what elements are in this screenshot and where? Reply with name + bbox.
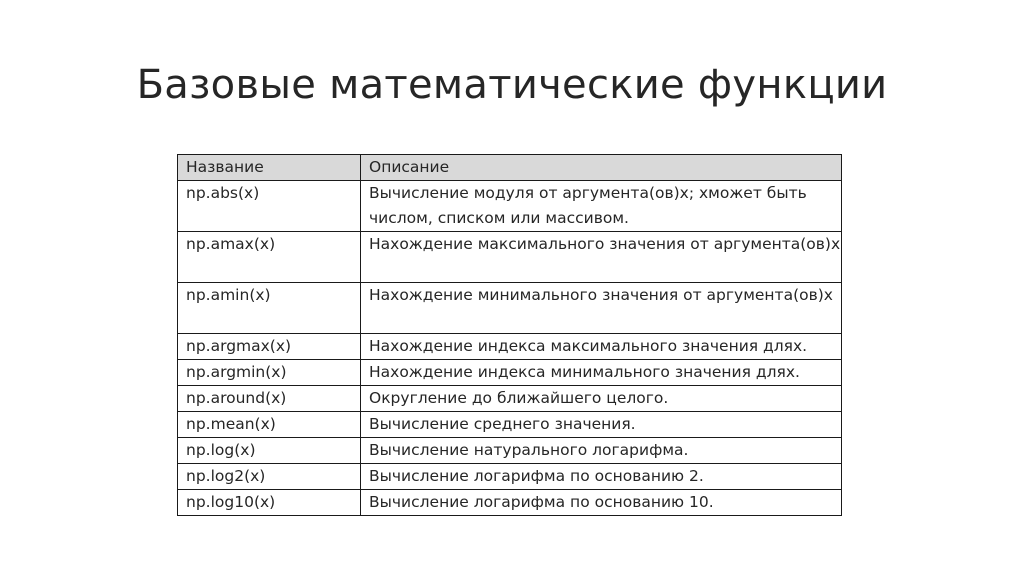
table-row	[178, 438, 842, 464]
table-body	[178, 181, 842, 516]
function-description-cell: Вычисление среднего значения.	[361, 412, 842, 438]
function-name-cell: np.mean(x)	[178, 412, 361, 438]
function-description-cell: Нахождение индекса максимального значения длях.	[361, 334, 842, 360]
table-row	[178, 232, 842, 283]
function-name-cell: np.argmax(x)	[178, 334, 361, 360]
function-name-cell: np.log(x)	[178, 438, 361, 464]
function-description-cell: Вычисление натурального логарифма.	[361, 438, 842, 464]
function-name-cell: np.amax(x)	[178, 232, 361, 283]
column-header-description: Описание	[361, 155, 842, 181]
functions-table	[177, 154, 842, 516]
slide-title: Базовые математические функции	[136, 62, 888, 108]
table-row	[178, 490, 842, 516]
function-description-cell: Нахождение максимального значения от аргумента(ов)x	[361, 232, 842, 283]
functions-table-container	[177, 154, 841, 516]
table-row	[178, 334, 842, 360]
table-row	[178, 181, 842, 232]
function-description-cell: Вычисление логарифма по основанию 10.	[361, 490, 842, 516]
table-row	[178, 464, 842, 490]
function-description-cell: Округление до ближайшего целого.	[361, 386, 842, 412]
table-row	[178, 386, 842, 412]
function-name-cell: np.argmin(x)	[178, 360, 361, 386]
column-header-name: Название	[178, 155, 361, 181]
table-header	[178, 155, 842, 181]
function-name-cell: np.amin(x)	[178, 283, 361, 334]
function-description-cell: Вычисление логарифма по основанию 2.	[361, 464, 842, 490]
function-name-cell: np.log10(x)	[178, 490, 361, 516]
table-row	[178, 412, 842, 438]
function-description-cell: Нахождение минимального значения от аргумента(ов)x	[361, 283, 842, 334]
function-description-cell: Нахождение индекса минимального значения длях.	[361, 360, 842, 386]
function-name-cell: np.around(x)	[178, 386, 361, 412]
table-row	[178, 283, 842, 334]
function-name-cell: np.log2(x)	[178, 464, 361, 490]
table-header-row	[178, 155, 842, 181]
function-description-cell: Вычисление модуля от аргумента(ов)x; xможет быть числом, списком или массивом.	[361, 181, 842, 232]
function-name-cell: np.abs(x)	[178, 181, 361, 232]
table-row	[178, 360, 842, 386]
